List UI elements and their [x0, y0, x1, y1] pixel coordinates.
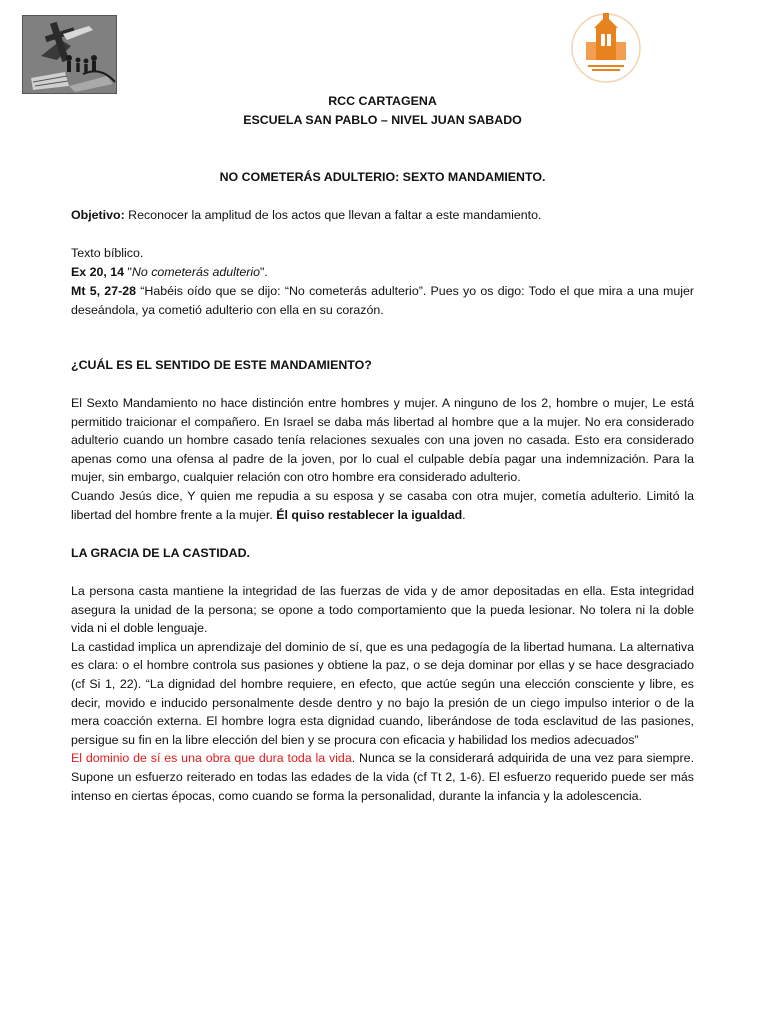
section1-paragraph	[71, 394, 694, 524]
section1-para2	[71, 487, 694, 524]
section2-para2: La castidad implica un aprendizaje del dominio de sí, que es una pedagogía de la libertad humana. La alternativa es clara: o el hombre controla sus pasiones y obtiene la paz, o se deja dominar por ellas y se hace desgraciado (cf Si 1, 22). “La dignidad del hombre requiere, en efecto, que actúe según una elección consciente y libre, es decir, movido e inducido personalmente desde dentro y no bajo la presión de un ciego impulso interior o de la mera coacción externa. El hombre logra esta dignidad cuando, liberándose de toda esclavitud de las pasiones, persigue su fin en la libre elección del bien y se procura con eficacia y habilidad los medios adecuados”	[71, 639, 694, 747]
section2-para3-text: . Nunca se la considerará adquirida de una vez para siempre. Supone un esfuerzo reiterado en todas las edades de la vida (cf Tt 2, 1-6). El esfuerzo requerido puede ser más intenso en ciertas épocas, como cuando se forma la personalidad, durante la infancia y la adolescencia.	[71, 751, 695, 803]
section2-para1: La persona casta mantiene la integridad de las fuerzas de vida y de amor depositadas en ella. Esta integridad asegura la unidad de la persona; se opone a todo comportamiento que la pueda lesionar. No tolera ni la doble vida ni el doble lenguaje.	[71, 584, 694, 636]
biblical-heading: Texto bíblico.	[71, 246, 144, 260]
section2-highlight: El dominio de sí es una obra que dura toda la vida	[71, 751, 352, 766]
church-seal-icon	[570, 12, 642, 84]
header-line2: ESCUELA SAN PABLO – NIVEL JUAN SABADO	[243, 113, 522, 127]
exodus-ref: Ex 20, 14	[71, 265, 125, 279]
community-logo	[570, 12, 642, 84]
section1-para2-text: Cuando Jesús dice, Y quien me repudia a su esposa y se casaba con otra mujer, cometía adulterio. Limitó la libertad del hombre frente a la mujer.	[71, 488, 694, 522]
objective-text: Reconocer la amplitud de los actos que llevan a faltar a este mandamiento.	[124, 208, 542, 222]
matthew-citation	[71, 282, 694, 319]
section1-para2-bold: Él quiso restablecer la igualdad	[276, 507, 463, 522]
section1-para2-end: .	[462, 507, 466, 522]
exodus-close-quote: ".	[260, 265, 268, 279]
section2-paragraphs	[71, 582, 694, 805]
header-line1: RCC CARTAGENA	[328, 94, 437, 108]
matthew-ref: Mt 5, 27-28	[71, 284, 136, 298]
section1-para1: El Sexto Mandamiento no hace distinción entre hombres y mujer. A ninguno de los 2, hombre o mujer, Le está permitido traicionar el compañero. En Israel se daba más libertad al hombre que a la mujer. No era considerado adulterio cuando un hombre casado tenía relaciones sexuales con una joven no casada. Esto era considerado apenas como una ofensa al padre de la joven, por lo cual el culpable debía pagar una indemnización. Para la mujer, sin embargo, cualquier relación con otro hombre era considerado adulterio.	[71, 396, 694, 485]
exodus-citation	[71, 263, 694, 282]
section2-heading: LA GRACIA DE LA CASTIDAD.	[71, 546, 250, 560]
exodus-quote: No cometerás adulterio	[131, 265, 261, 279]
school-logo	[22, 15, 117, 94]
section1-heading: ¿CUÁL ES EL SENTIDO DE ESTE MANDAMIENTO?	[71, 358, 372, 372]
exodus-open-quote: "	[124, 265, 132, 279]
objective-paragraph	[71, 206, 694, 225]
section2-para3	[71, 749, 694, 805]
document-title: NO COMETERÁS ADULTERIO: SEXTO MANDAMIENTO.	[219, 170, 546, 184]
family-cross-icon	[23, 16, 116, 93]
matthew-text: “Habéis oído que se dijo: “No cometerás adulterio”. Pues yo os digo: Todo el que mira a una mujer deseándola, ya cometió adulterio con ella en su corazón.	[71, 284, 694, 317]
objective-label: Objetivo:	[71, 208, 125, 222]
